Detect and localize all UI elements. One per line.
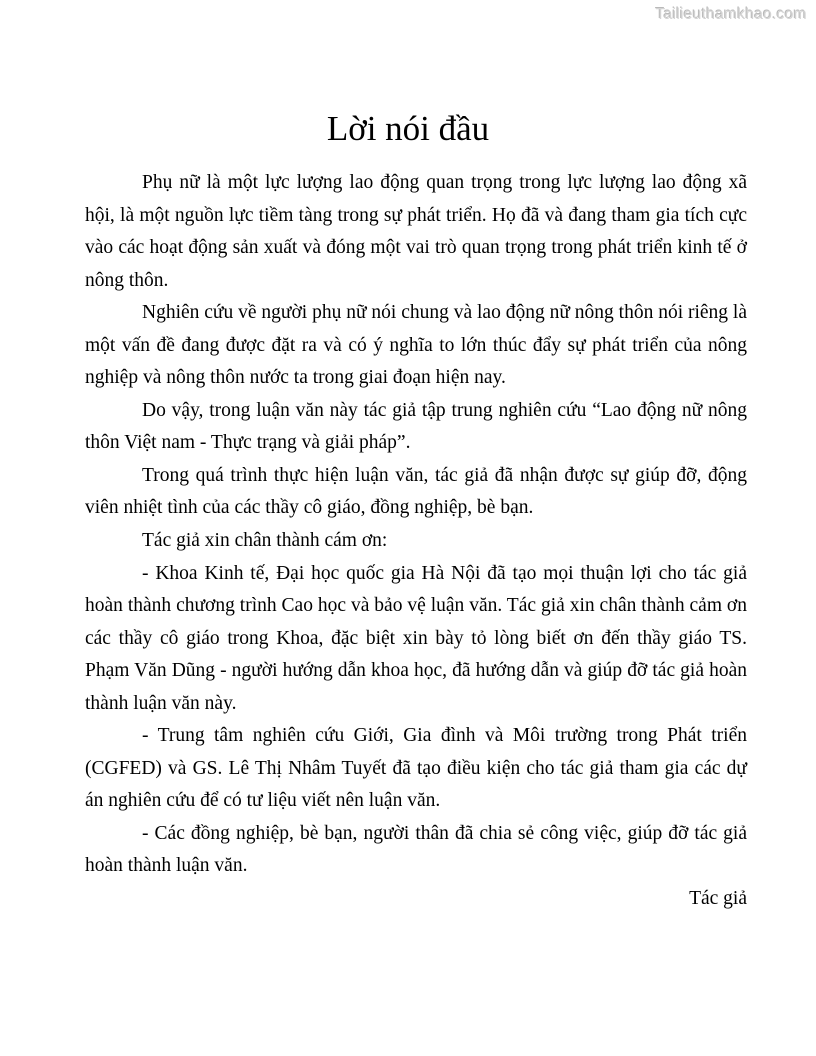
paragraph: Trong quá trình thực hiện luận văn, tác giả đã nhận được sự giúp đỡ, động viên nhiệt tình của các thầy cô giáo, đồng nghiệp, bè bạn. [85,464,747,519]
paragraph: - Trung tâm nghiên cứu Giới, Gia đình và Môi trường trong Phát triển (CGFED) và GS. Lê Thị Nhâm Tuyết đã tạo điều kiện cho tác giả tham gia các dự án nghiên cứu để có tư liệu viết nên luận văn. [85,725,747,812]
paragraph: - Khoa Kinh tế, Đại học quốc gia Hà Nội đã tạo mọi thuận lợi cho tác giả hoàn thành chương trình Cao học và bảo vệ luận văn. Tác giả xin chân thành cảm ơn các thầy cô giáo trong Khoa, đặc biệt xin bày tỏ lòng biết ơn đến thầy giáo TS. Phạm Văn Dũng - người hướng dẫn khoa học, đã hướng dẫn và giúp đỡ tác giả hoàn thành luận văn này. [85,562,747,714]
paragraph: Do vậy, trong luận văn này tác giả tập trung nghiên cứu “Lao động nữ nông thôn Việt nam - Thực trạng và giải pháp”. [85,399,747,454]
paragraph: Nghiên cứu về người phụ nữ nói chung và lao động nữ nông thôn nói riêng là một vấn đề đang được đặt ra và có ý nghĩa to lớn thúc đẩy sự phát triển của nông nghiệp và nông thôn nước ta trong giai đoạn hiện nay. [85,302,747,389]
document-body [85,167,747,916]
paragraph: Phụ nữ là một lực lượng lao động quan trọng trong lực lượng lao động xã hội, là một nguồn lực tiềm tàng trong sự phát triển. Họ đã và đang tham gia tích cực vào các hoạt động sản xuất và đóng một vai trò quan trọng trong phát triển kinh tế ở nông thôn. [85,172,747,291]
paragraph: Tác giả xin chân thành cám ơn: [142,530,388,552]
page-title: Lời nói đầu [326,109,490,148]
author-signature: Tác giả [689,888,747,910]
paragraph: - Các đồng nghiệp, bè bạn, người thân đã chia sẻ công việc, giúp đỡ tác giả hoàn thành luận văn. [85,822,747,877]
watermark-text: Tailieuthamkhao.com [655,6,807,23]
